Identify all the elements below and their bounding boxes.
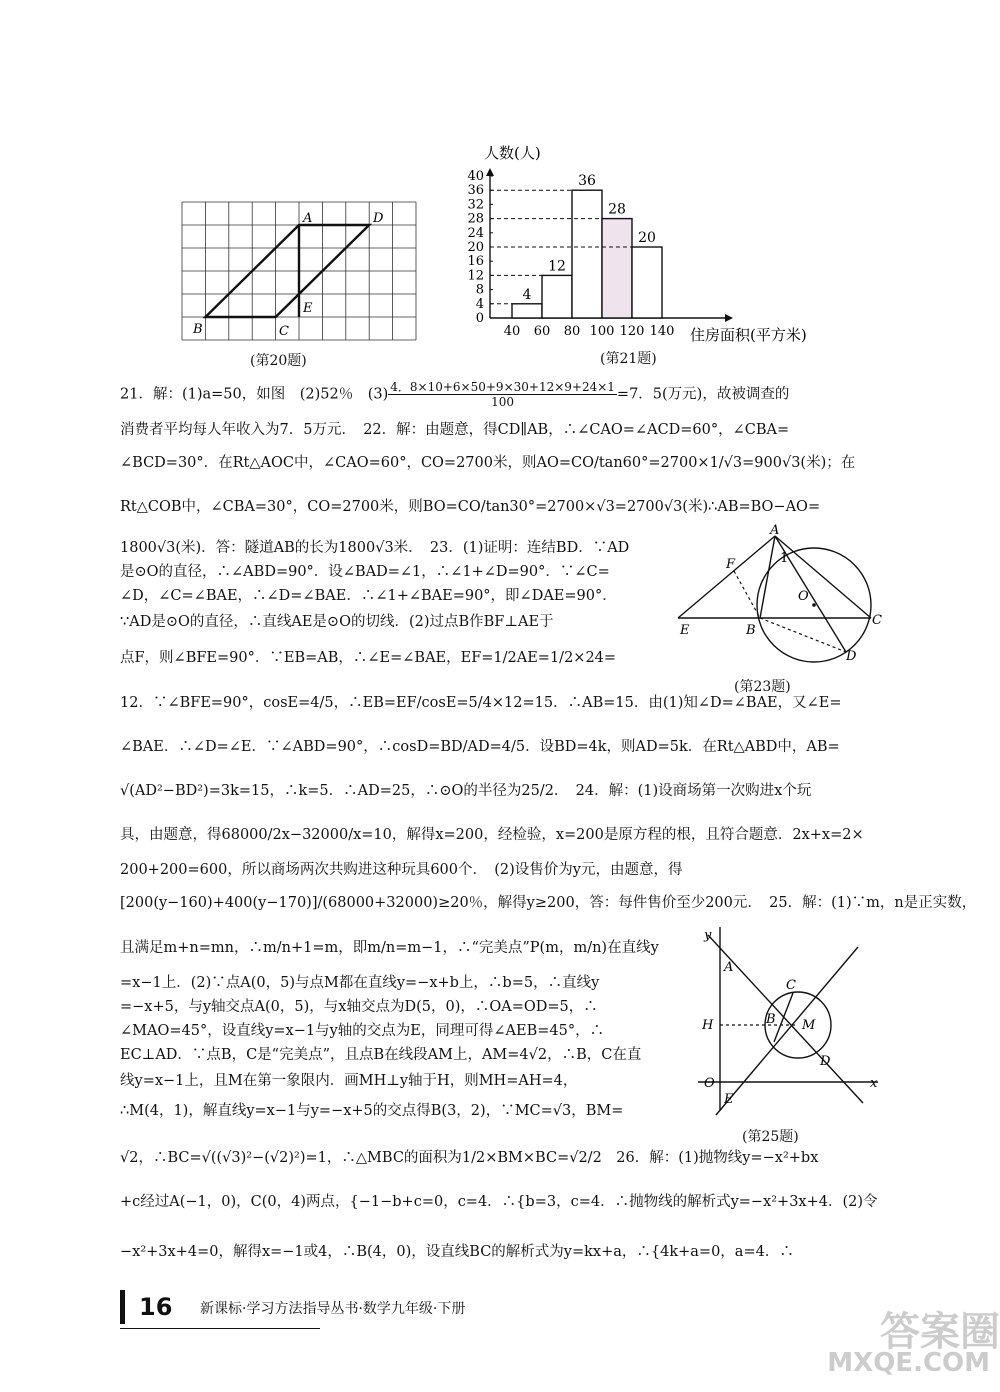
hist-ytick: 8 bbox=[475, 282, 484, 298]
text-line-7: ∠D，∠C=∠BAE，∴∠D=∠BAE．∴∠1+∠BAE=90°，即∠DAE=90°． bbox=[120, 588, 617, 604]
hist-bar bbox=[632, 247, 662, 318]
text-line-23: √2，∴BC=√((√3)²−(√2)²)=1，∴△MBC的面积为1/2×BM×BC=√2/2 26．解：(1)抛物线y=−x²+bx bbox=[120, 1150, 819, 1166]
fig25-label-C: C bbox=[786, 978, 796, 993]
fig25-label-D: D bbox=[820, 1054, 831, 1069]
text-line-10: 12．∵∠BFE=90°，cosE=4/5，∴EB=EF/cosE=5/4×12=15．∴AB=15．由(1)知∠D=∠BAE，又∠E= bbox=[120, 695, 842, 711]
text-line-17: =x−1上．(2)∵点A(0，5)与点M都在直线y=−x+b上，∴b=5，∴直线y bbox=[120, 975, 600, 991]
text-line-14: 200+200=600，所以商场两次共购进这种玩具600个． (2)设售价为y元，由题意，得 bbox=[120, 862, 683, 878]
hist-xtick: 80 bbox=[563, 324, 581, 339]
figure-20-caption: (第20题) bbox=[250, 353, 307, 369]
text-line-5: 1800√3(米)．答：隧道AB的长为1800√3米． 23．(1)证明：连结BD．∵AD bbox=[120, 540, 630, 556]
fig23-label-F: F bbox=[726, 557, 736, 572]
hist-bar-label: 12 bbox=[548, 258, 566, 275]
text-line-8: ∵AD是⊙O的直径，∴直线AE是⊙O的切线．(2)过点B作BF⊥AE于 bbox=[120, 614, 554, 630]
fig23-label-B: B bbox=[746, 623, 756, 638]
hist-ytick: 40 bbox=[467, 169, 484, 184]
hist-ytick: 28 bbox=[467, 211, 484, 227]
figure-21-caption: (第21题) bbox=[600, 351, 657, 367]
fig25-label-y: y bbox=[704, 928, 712, 943]
hist-ytick: 4 bbox=[475, 296, 484, 312]
hist-ytick: 16 bbox=[467, 254, 484, 270]
fig20-label-A: A bbox=[303, 211, 313, 226]
text-line-13: 具，由题意，得68000/2x−32000/x=10，解得x=200，经检验，x=200是原方程的根，且符合题意．2x+x=2× bbox=[120, 827, 864, 843]
text-line-9: 点F，则∠BFE=90°．∵EB=AB，∴∠E=∠BAE，EF=1/2AE=1/2×24= bbox=[120, 650, 617, 666]
hist-bar-label: 28 bbox=[608, 201, 626, 218]
hist-ytick: 20 bbox=[467, 240, 484, 255]
fig20-label-B: B bbox=[193, 322, 203, 337]
figure-23-circle bbox=[678, 523, 888, 678]
text-line-25: −x²+3x+4=0，解得x=−1或4，∴B(4，0)，设直线BC的解析式为y=kx+a，∴{4k+a=0，a=4．∴ bbox=[120, 1244, 794, 1260]
text-line-19: ∠MAO=45°，设直线y=x−1与y轴的交点为E，同理可得∠AEB=45°，∴ bbox=[120, 1023, 605, 1039]
fig23-label-1: 1 bbox=[780, 551, 789, 566]
figure-20-grid bbox=[180, 200, 420, 350]
text-line-3: ∠BCD=30°．在Rt△AOC中，∠CAO=60°，CO=2700米，则AO=CO/tan60°=2700×1/√3=900√3(米)；在 bbox=[120, 455, 856, 471]
hist-bar bbox=[512, 304, 542, 318]
text-line-24: +c经过A(−1，0)，C(0，4)两点，{−1−b+c=0，c=4．∴{b=3，c=4．∴抛物线的解析式y=−x²+3x+4．(2)令 bbox=[120, 1194, 878, 1210]
fig23-label-O: O bbox=[798, 589, 809, 604]
hist-y-arrow bbox=[486, 168, 494, 176]
fig25-label-A: A bbox=[724, 960, 734, 975]
fig25-label-B: B bbox=[766, 1012, 776, 1027]
watermark-logo: 答案圈 bbox=[880, 1309, 1000, 1355]
hist-xtick: 120 bbox=[619, 324, 645, 339]
hist-ytick: 0 bbox=[475, 311, 484, 326]
fig25-label-H: H bbox=[702, 1018, 714, 1033]
fig25-label-E: E bbox=[724, 1092, 734, 1107]
figure-25-caption: (第25题) bbox=[742, 1129, 799, 1145]
hist-x-arrow bbox=[725, 314, 733, 322]
fig20-label-C: C bbox=[279, 324, 289, 339]
hist-ytick: 32 bbox=[467, 197, 484, 213]
footer-rule bbox=[120, 1328, 320, 1329]
fig23-label-D: D bbox=[846, 649, 857, 664]
fig23-label-E: E bbox=[680, 623, 690, 638]
fig23-label-A: A bbox=[770, 523, 780, 538]
page-footer bbox=[120, 1290, 890, 1330]
hist-xtick: 100 bbox=[589, 324, 615, 339]
hist-ytick: 24 bbox=[467, 225, 484, 241]
text-line-21: 线y=x−1上，且M在第一象限内．画MH⊥y轴于H，则MH=AH=4， bbox=[120, 1073, 578, 1089]
figure-23-caption: (第23题) bbox=[734, 679, 791, 695]
watermark-url: MXQE.COM bbox=[827, 1348, 990, 1378]
fig25-label-O: O bbox=[704, 1076, 715, 1091]
fig25-label-M: M bbox=[802, 1018, 816, 1033]
fig20-label-D: D bbox=[373, 211, 384, 226]
hist-bar bbox=[542, 275, 572, 318]
hist-ytick: 36 bbox=[467, 183, 484, 199]
fig25-label-x: x bbox=[870, 1076, 878, 1091]
text-line-11: ∠BAE．∴∠D=∠E．∵∠ABD=90°，∴cosD=BD/AD=4/5．设BD=4k，则AD=5k．在Rt△ABD中，AB= bbox=[120, 739, 840, 755]
hist-bar-label: 20 bbox=[638, 230, 656, 246]
text-line-2: 消费者平均每人年收入为7．5万元． 22．解：由题意，得CD∥AB，∴∠CAO=∠ACD=60°，∠CBA= bbox=[120, 422, 790, 438]
hist-bar-label: 36 bbox=[578, 173, 596, 190]
hist-bar-label: 4 bbox=[522, 286, 532, 303]
hist-ytick: 12 bbox=[467, 268, 484, 284]
hist-bar bbox=[602, 219, 632, 318]
figure-25-coordinate bbox=[698, 925, 888, 1125]
text-line-1: 21．解：(1)a=50，如图 (2)52％ (3) $\frac{4.8\times 10+6\times 50+9\times 30+12\times 9+24\times 1}{100}$ =7．5(万元)，故被调查的 bbox=[120, 380, 790, 409]
book-title: 新课标·学习方法指导丛书·数学九年级·下册 bbox=[200, 1301, 466, 1317]
hist-xtick: 140 bbox=[649, 324, 675, 339]
text-line-18: =−x+5，与y轴交点A(0，5)，与x轴交点为D(5，0)，∴OA=OD=5，∴ bbox=[120, 999, 598, 1015]
text-line-12: √(AD²−BD²)=3k=15，∴k=5．∴AD=25，∴⊙O的半径为25/2． 24．解：(1)设商场第一次购进x个玩 bbox=[120, 783, 812, 799]
page-number: 16 bbox=[120, 1290, 172, 1324]
figure-21-histogram bbox=[450, 140, 820, 350]
fig23-label-C: C bbox=[872, 613, 882, 628]
text-line-16: 且满足m+n=mn，∴m/n+1=m，即m/n=m−1，∴“完美点”P(m，m/n)在直线y bbox=[120, 940, 659, 956]
text-line-20: EC⊥AD．∵点B，C是“完美点”，且点B在线段AM上，AM=4√2，∴B，C在直 bbox=[120, 1047, 642, 1063]
text-line-6: 是⊙O的直径，∴∠ABD=90°．设∠BAD=∠1，∴∠1+∠D=90°．∵∠C= bbox=[120, 564, 610, 580]
text-line-15: [200(y−160)+400(y−170)]/(68000+32000)≥20％，解得y≥200，答：每件售价至少200元． 25．解：(1)∵m，n是正实数， bbox=[120, 895, 977, 911]
hist-bar bbox=[572, 190, 602, 318]
text-line-4: Rt△COB中，∠CBA=30°，CO=2700米，则BO=CO/tan30°=2700×√3=2700√3(米)∴AB=BO−AO= bbox=[120, 499, 821, 515]
text-line-22: ∴M(4，1)，解直线y=x−1与y=−x+5的交点得B(3，2)，∵MC=√3，BM= bbox=[120, 1103, 624, 1119]
hist-ylabel: 人数(人) bbox=[484, 144, 541, 162]
hist-xlabel: 住房面积(平方米) bbox=[690, 326, 807, 344]
hist-xtick: 60 bbox=[533, 324, 551, 339]
hist-xtick: 40 bbox=[503, 324, 521, 339]
fig20-label-E: E bbox=[303, 301, 313, 316]
